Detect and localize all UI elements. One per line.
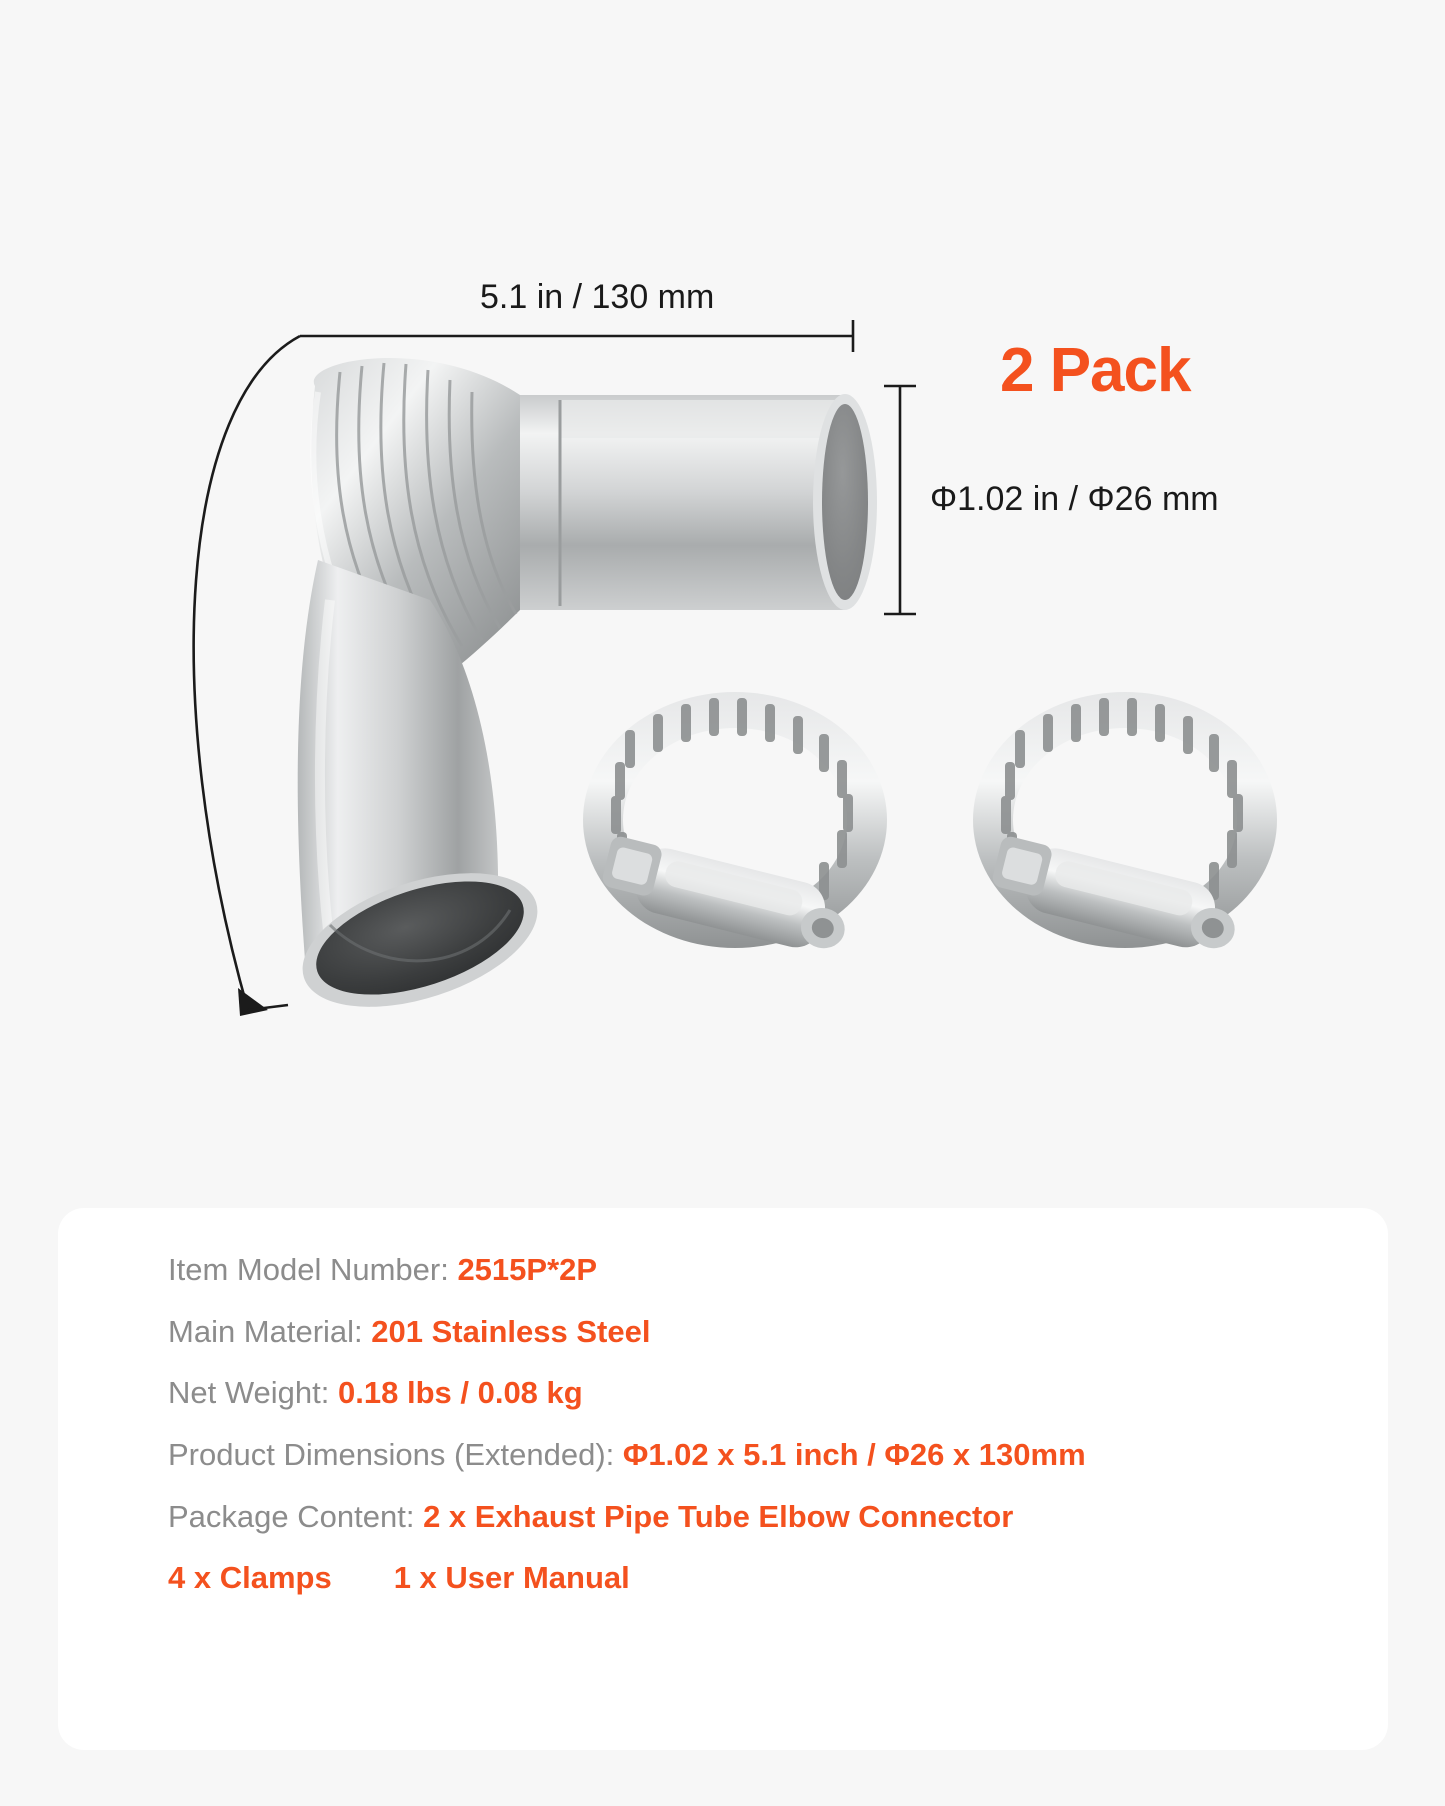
spec-value-manual: 1 x User Manual xyxy=(393,1560,630,1596)
hose-clamp-1 xyxy=(583,692,887,959)
spec-row-package-extras xyxy=(168,1560,1348,1596)
spec-value-dimensions: Φ1.02 x 5.1 inch / Φ26 x 130mm xyxy=(622,1436,1086,1472)
spec-label-material: Main Material: xyxy=(168,1313,372,1349)
spec-value-model: 2515P*2P xyxy=(457,1252,598,1287)
spec-value-clamps: 4 x Clamps xyxy=(168,1560,332,1596)
spec-row-weight xyxy=(168,1375,1348,1411)
specification-list xyxy=(168,1252,1348,1596)
hose-clamp-2 xyxy=(973,692,1277,959)
dimension-diameter-label: Φ1.02 in / Φ26 mm xyxy=(930,480,1219,518)
elbow-horizontal-tube xyxy=(520,394,877,610)
spec-value-package-content: 2 x Exhaust Pipe Tube Elbow Connector xyxy=(423,1498,1014,1534)
spec-row-model xyxy=(168,1252,1348,1288)
spec-label-weight: Net Weight: xyxy=(168,1375,339,1411)
dimension-length-label: 5.1 in / 130 mm xyxy=(480,278,715,316)
spec-row-dimensions xyxy=(168,1437,1348,1473)
spec-label-model: Item Model Number: xyxy=(168,1252,458,1287)
spec-value-weight: 0.18 lbs / 0.08 kg xyxy=(338,1375,583,1411)
spec-row-material xyxy=(168,1314,1348,1350)
spec-value-material: 201 Stainless Steel xyxy=(371,1313,651,1349)
specification-card xyxy=(58,1208,1388,1750)
spec-row-package-content xyxy=(168,1499,1348,1535)
spec-label-dimensions: Product Dimensions (Extended): xyxy=(168,1436,623,1472)
pack-quantity-badge: 2 Pack xyxy=(1000,336,1191,405)
spec-label-package-content: Package Content: xyxy=(168,1498,424,1534)
elbow-inlet-tube xyxy=(286,560,554,1033)
